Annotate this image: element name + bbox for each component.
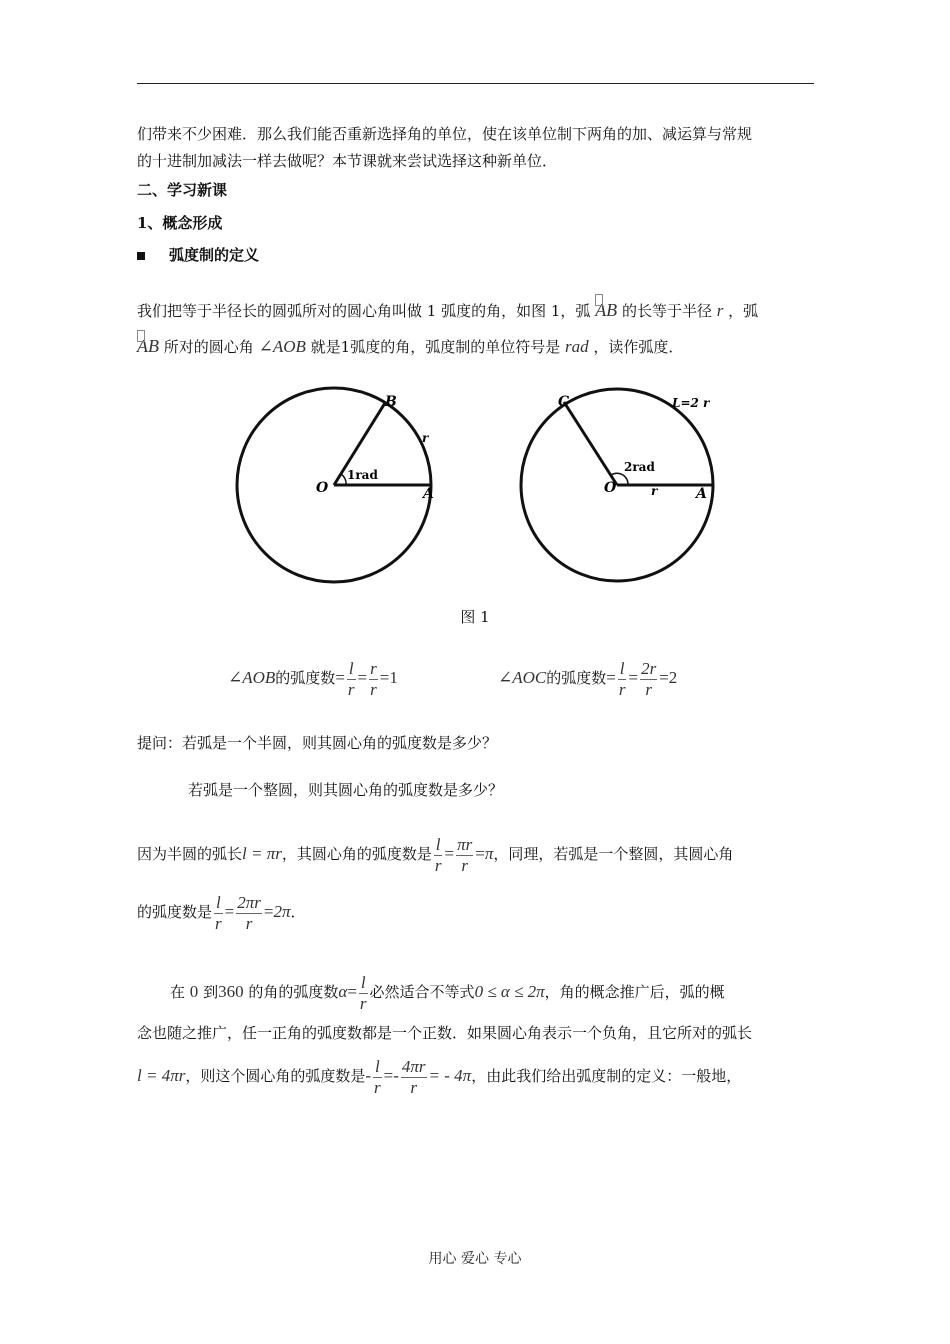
general-text: ，则这个圆心角的弧度数是 [185,1067,366,1085]
denominator: r [374,1077,381,1097]
denominator: r [359,993,367,1013]
label-o: O [604,480,617,496]
fraction-pir-over-r [456,835,473,876]
inequality-expr: 0 ≤ α ≤ 2π [474,982,545,1001]
answer-line-1 [137,832,733,876]
general-line-3 [137,1054,741,1098]
formula-text: 的弧度数 [546,669,607,687]
numerator: l [435,834,441,854]
result-pi: π [484,844,494,863]
bullet-heading: 弧度制的定义 [169,246,260,264]
numerator: l [215,892,221,912]
definition-text: ，读作弧度． [593,338,684,356]
fraction-2r-over-r [640,659,657,700]
equals-sign: = [347,982,357,1001]
equals-sign: = [659,668,669,687]
equals-sign: = [379,668,390,687]
definition-text: 就是1弧度的角，弧度制的单位符号是 [310,338,561,356]
section-heading: 二、学习新课 [137,181,228,199]
denominator: r [401,1077,427,1098]
answer-text: 因为半圆的弧长 [137,845,243,863]
denominator: r [215,913,222,933]
label-r: r [651,484,658,498]
paragraph-line: 的十进制加减法一样去做呢？本节课就来尝试选择这种新单位． [137,152,558,170]
arc-ab [595,300,617,320]
question-full-circle: 若弧是一个整圆，则其圆心角的弧度数是多少？ [188,781,504,799]
formula-aob [228,656,398,700]
minus-sign: - [393,1066,399,1085]
formula-text: 的弧度数 [275,669,336,687]
denominator: r [347,679,355,699]
figure-1rad [230,380,450,600]
angle-aob: ∠AOB [258,337,306,356]
arc-ab-label: AB [595,300,618,320]
arc-length-expr: l = 4πr [137,1066,186,1085]
general-line-2: 念也随之推广，任一正角的弧度数都是一个正数．如果圆心角表示一个负角，且它所对的弧长 [137,1024,753,1042]
fraction-l-over-r [214,893,223,934]
general-text: ，由此我们给出弧度制的定义：一般地， [471,1067,742,1085]
definition-line-2 [137,336,683,357]
label-2rad: 2rad [624,460,655,474]
degrees-360: 360 [218,982,244,1001]
formula-aoc [498,656,677,700]
fraction-l-over-r [347,659,356,700]
page-footer: 用心 爱心 专心 [428,1251,522,1267]
denominator: r [236,913,262,934]
answer-text: 的弧度数是 [137,903,213,921]
general-line-1 [170,970,725,1014]
fraction-l-over-r [359,973,368,1014]
fraction-4pir-over-r [401,1057,427,1098]
alpha-symbol: α [338,982,348,1001]
denominator: r [370,679,377,699]
figure-2rad [510,380,740,600]
arc-ab-label: AB [137,336,159,356]
arc-length-expr: l = πr [242,844,282,863]
answer-text: ，同理，若弧是一个整圆，其圆心角 [493,845,734,863]
denominator: r [618,679,626,699]
answer-text: ，其圆心角的弧度数是 [281,845,432,863]
fraction-2pir-over-r [236,893,262,934]
equals-sign: = [357,668,368,687]
header-rule [137,83,814,84]
fraction-l-over-r [434,835,443,876]
equals-sign: = [475,844,485,863]
denominator: r [640,679,657,700]
numerator: r [370,658,377,678]
subsection-heading: 1、概念形成 [137,214,223,232]
paragraph-line: 们带来不少困难．那么我们能否重新选择角的单位，使在该单位制下两角的加、减运算与常规 [137,125,753,143]
numerator: 2r [641,658,657,678]
arc-ab [137,336,159,356]
general-text: 的角的弧度数 [248,983,339,1001]
general-text: 必然适合不等式 [369,983,475,1001]
fraction-l-over-r [373,1057,382,1098]
angle-aob: ∠AOB [228,668,276,687]
numerator: l [360,972,366,992]
numerator: l [619,658,625,678]
equals-sign: = [628,668,639,687]
answer-line-2 [137,890,306,934]
equals-sign: = [383,1066,394,1085]
fraction-r-over-r [369,659,378,700]
general-text: 到 [203,983,219,1001]
general-text: 在 [170,983,186,1001]
label-o: O [316,480,329,496]
label-1rad: 1rad [347,468,378,482]
numerator: 2πr [237,892,261,912]
question-half-circle: 提问：若弧是一个半圆，则其圆心角的弧度数是多少？ [137,734,498,752]
result-two-pi: 2π [273,902,291,921]
numerator: l [348,658,354,678]
label-a: A [423,486,434,502]
arc-mark-icon [595,294,603,306]
zero-degrees: 0 [189,982,199,1001]
definition-line-1 [137,300,758,321]
numerator: l [374,1056,380,1076]
square-bullet-icon [137,252,145,260]
rad-unit: rad [564,337,589,356]
label-arc-length: L=2 r [672,396,710,410]
fraction-l-over-r [618,659,627,700]
definition-text: 的长等于半径 [621,302,712,320]
equals-sign: = [444,844,455,863]
angle-arc-icon [341,474,346,485]
denominator: r [456,855,473,876]
label-b: B [385,394,397,410]
result-one: 1 [389,668,398,687]
equals-sign: = [224,902,235,921]
bullet-heading-row [137,245,259,265]
result-two: 2 [668,668,678,687]
definition-text: 所对的圆心角 [163,338,254,356]
radius-symbol: r [716,301,724,320]
result-neg-four-pi: = - 4π [428,1066,472,1085]
equals-sign: = [263,902,274,921]
answer-text: ． [290,903,306,921]
denominator: r [434,855,442,875]
arc-mark-icon [137,330,145,342]
label-r: r [422,431,429,445]
radius-oc [564,402,617,485]
angle-aoc: ∠AOC [498,668,547,687]
general-text: ，角的概念推广后，弧的概 [544,983,725,1001]
equals-sign: = [606,668,616,687]
numerator: πr [457,834,473,854]
label-a: A [696,486,707,502]
figure-caption: 图 1 [460,608,490,626]
minus-sign: - [365,1066,372,1085]
definition-text: 我们把等于半径长的圆弧所对的圆心角叫做 1 弧度的角，如图 1，弧 [137,302,591,320]
label-c: C [558,394,570,410]
equals-sign: = [335,668,345,687]
numerator: 4πr [401,1056,426,1076]
definition-text: ，弧 [728,302,759,320]
